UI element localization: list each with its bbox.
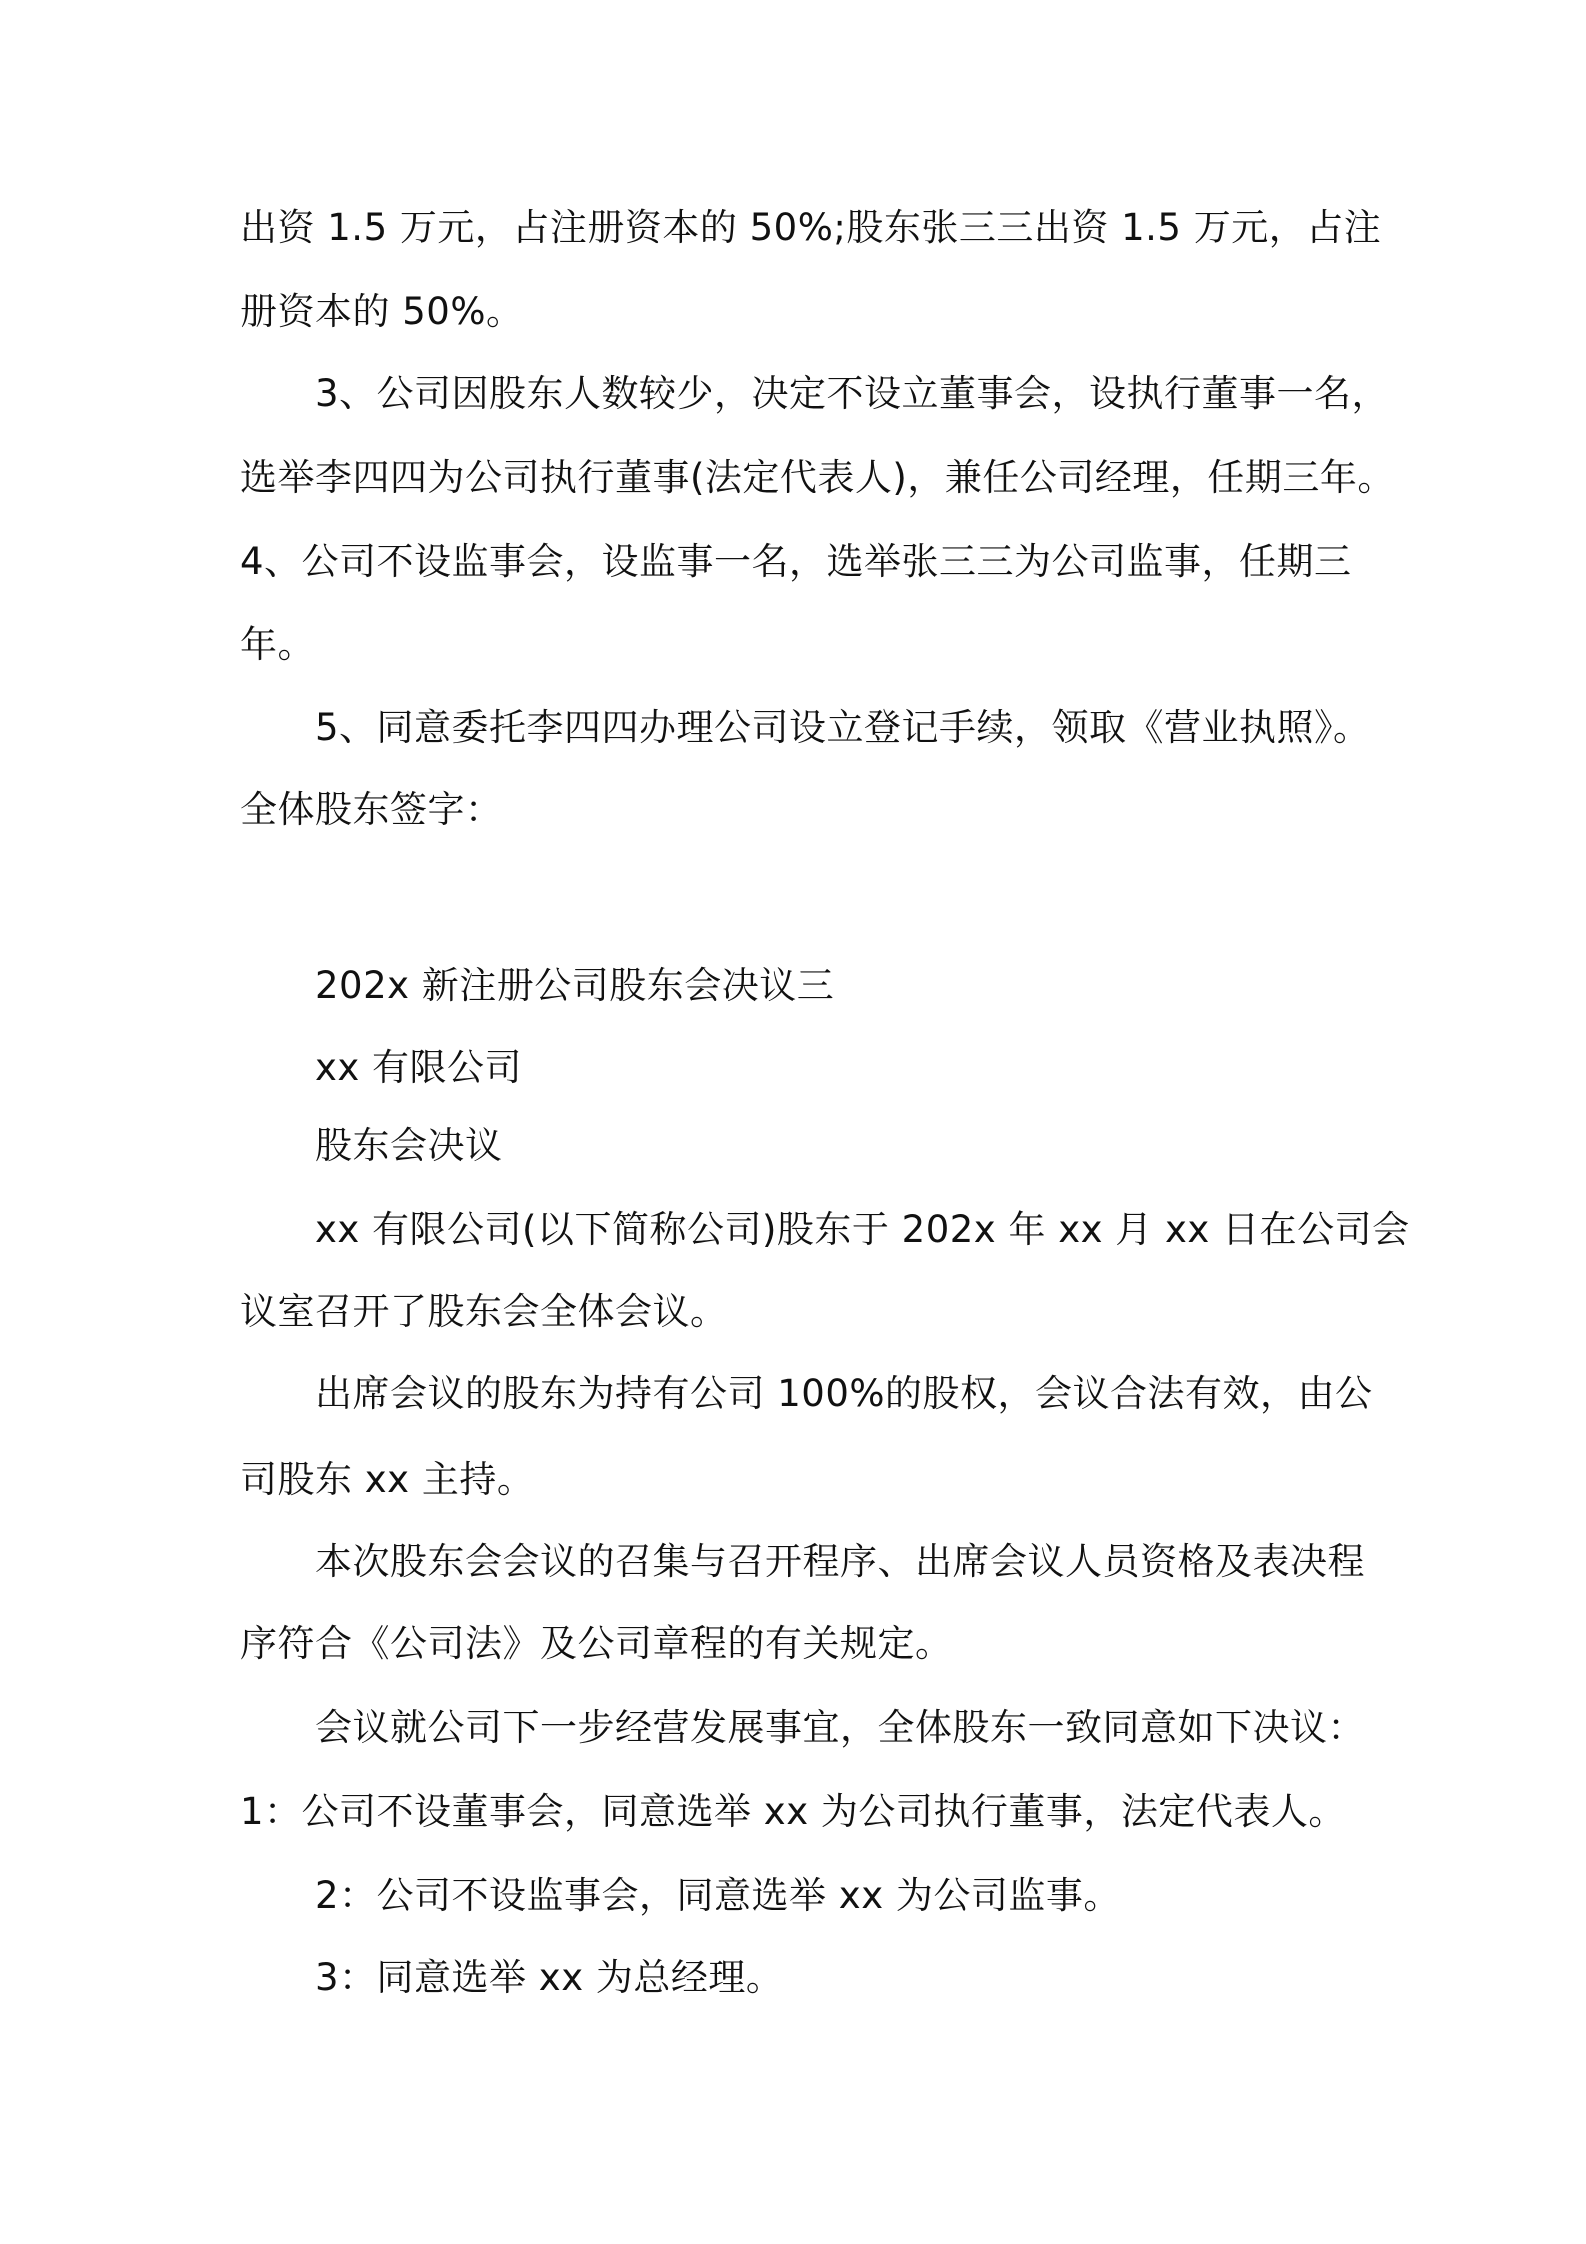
- paragraph-line: 选举李四四为公司执行董事(法定代表人)，兼任公司经理，任期三年。: [240, 456, 1395, 499]
- signature-label: 全体股东签字：: [240, 788, 503, 831]
- paragraph-line: 5、同意委托李四四办理公司设立登记手续，领取《营业执照》。: [315, 706, 1371, 749]
- paragraph-line: 4、公司不设监事会，设监事一名，选举张三三为公司监事，任期三: [240, 540, 1352, 583]
- paragraph-line: 出资 1.5 万元，占注册资本的 50%;股东张三三出资 1.5 万元，占注: [240, 206, 1382, 249]
- paragraph-line: 议室召开了股东会全体会议。: [240, 1290, 728, 1333]
- section-title: 202x 新注册公司股东会决议三: [315, 964, 835, 1007]
- resolution-heading: 股东会决议: [315, 1124, 503, 1167]
- paragraph-line: xx 有限公司(以下简称公司)股东于 202x 年 xx 月 xx 日在公司会: [315, 1208, 1410, 1251]
- resolution-item: 2：公司不设监事会，同意选举 xx 为公司监事。: [315, 1874, 1121, 1917]
- paragraph-line: 出席会议的股东为持有公司 100%的股权，会议合法有效，由公: [315, 1372, 1373, 1415]
- paragraph-line: 册资本的 50%。: [240, 290, 524, 333]
- resolution-item: 1：公司不设董事会，同意选举 xx 为公司执行董事，法定代表人。: [240, 1790, 1346, 1833]
- resolution-item: 3：同意选举 xx 为总经理。: [315, 1956, 784, 1999]
- paragraph-line: 会议就公司下一步经营发展事宜，全体股东一致同意如下决议：: [315, 1706, 1365, 1749]
- paragraph-line: 3、公司因股东人数较少，决定不设立董事会，设执行董事一名，: [315, 372, 1390, 415]
- paragraph-line: 年。: [240, 623, 315, 666]
- paragraph-line: 序符合《公司法》及公司章程的有关规定。: [240, 1622, 953, 1665]
- paragraph-line: 司股东 xx 主持。: [240, 1458, 535, 1501]
- paragraph-line: 本次股东会会议的召集与召开程序、出席会议人员资格及表决程: [315, 1540, 1365, 1583]
- company-name: xx 有限公司: [315, 1046, 523, 1089]
